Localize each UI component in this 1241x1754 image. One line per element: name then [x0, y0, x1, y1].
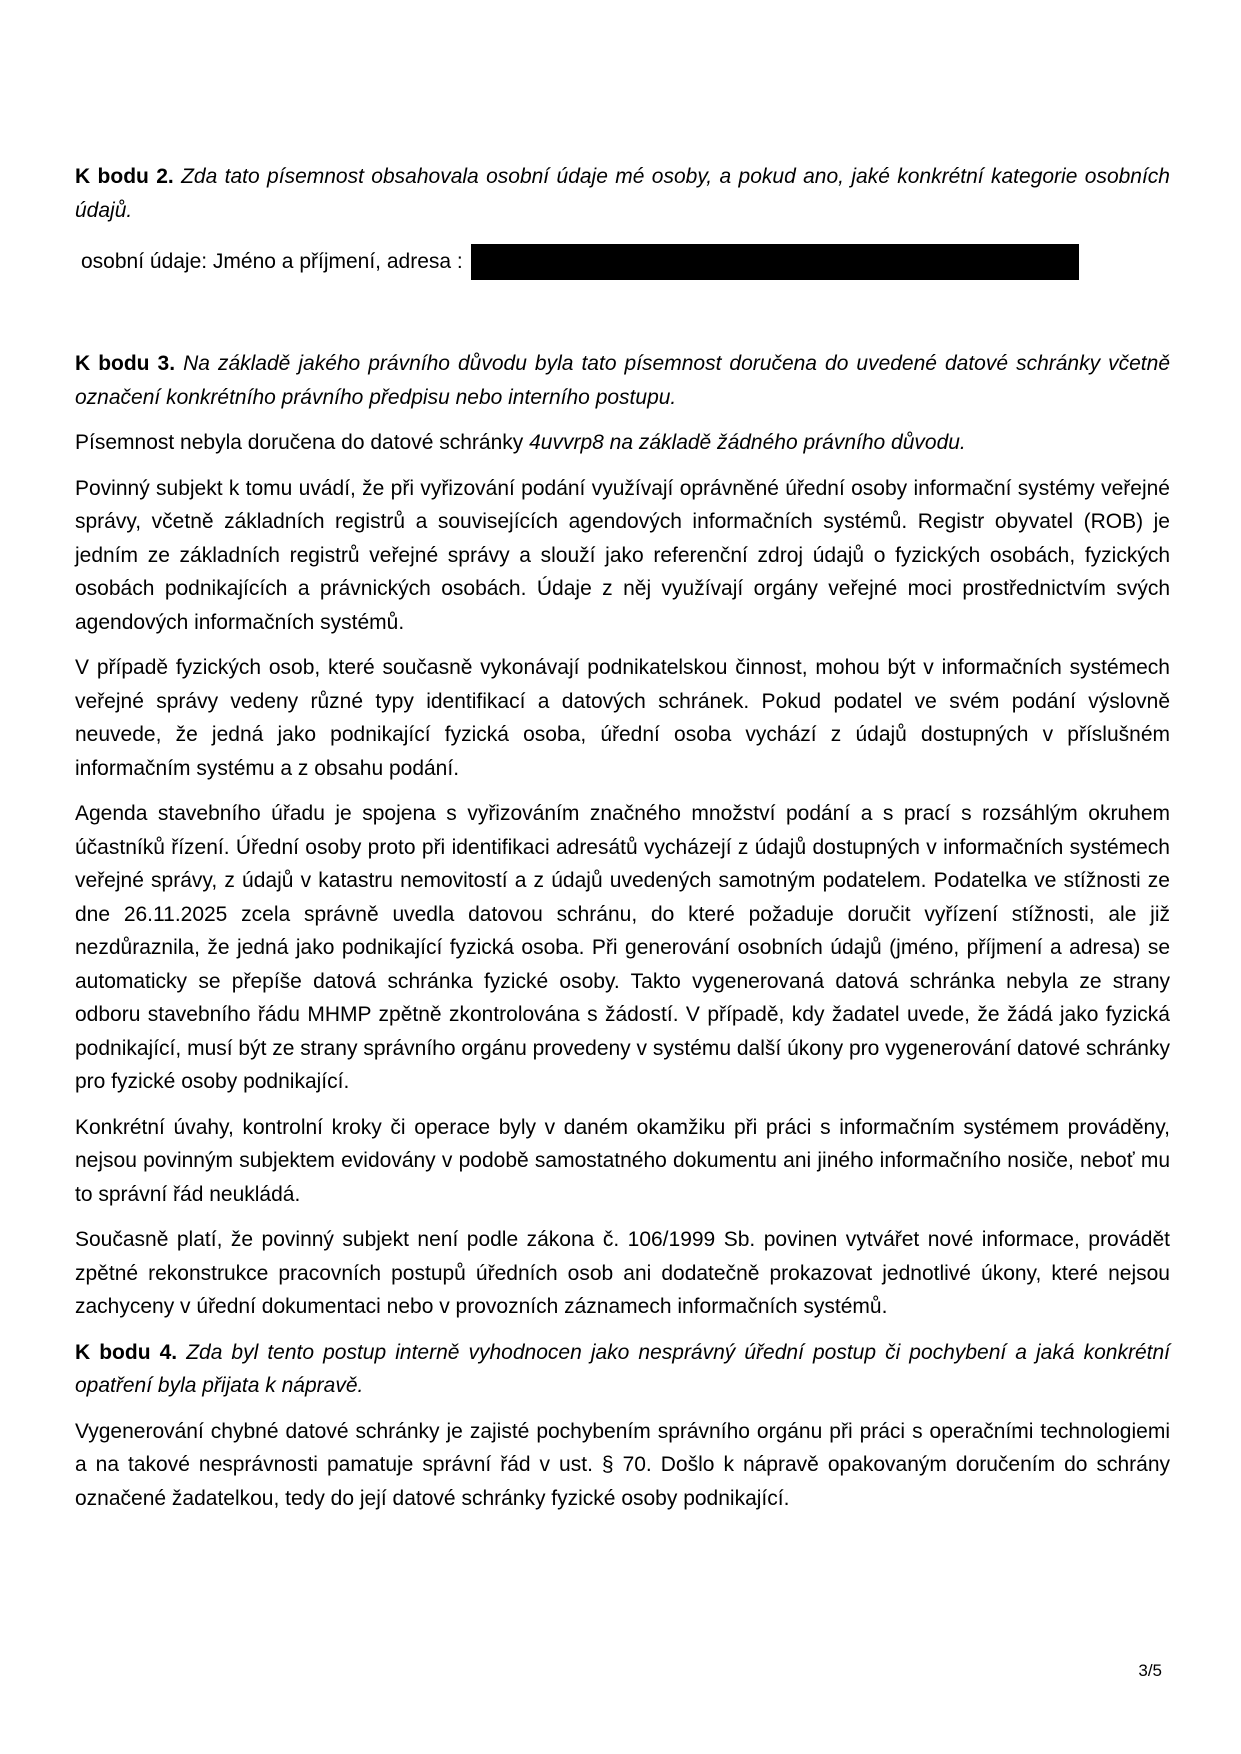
- section-3-paragraph: Současně platí, že povinný subjekt není podle zákona č. 106/1999 Sb. povinen vytvářet nové informace, provádět zpětné rekonstrukce pracovních postupů úředních osob ani dodatečně prokazovat jednotlivé úkony, které nejsou zachyceny v úřední dokumentaci nebo v provozních záznamech informačních systémů.: [75, 1228, 1170, 1318]
- section-4-answer: Vygenerování chybné datové schránky je zajisté pochybením správního orgánu při práci s operačními technologiemi a na takové nesprávnosti pamatuje správní řád v ust. § 70. Došlo k nápravě opakovaným doručením do schrány označené žadatelkou, tedy do její datové schránky fyzické osoby podnikající.: [75, 1419, 1170, 1510]
- redaction-block: [471, 244, 1079, 280]
- personal-data-line: [75, 243, 1170, 281]
- section-3-answer: [75, 426, 1170, 460]
- section-3-question: [75, 347, 1170, 414]
- section-3-paragraph: Agenda stavebního úřadu je spojena s vyřizováním značného množství podání a s prací s rozsáhlým okruhem účastníků řízení. Úřední osoby proto při identifikaci adresátů vycházejí z údajů dostupných v informačních systémech veřejné správy, z údajů v katastru nemovitostí a z údajů uvedených samotným podatelem. Podatelka ve stížnosti ze dne 26.11.2025 zcela správně uvedla datovou schránu, do které požaduje doručit vyřízení stížnosti, ale již nezdůraznila, že jedná jako podnikající fyzická osoba. Při generování osobních údajů (jméno, příjmení a adresa) se automaticky se přepíše datová schránka fyzické osoby. Takto vygenerovaná datová schránka nebyla ze strany odboru stavebního řádu MHMP zpětně zkontrolována s žádostí. V případě, kdy žadatel uvede, že žádá jako fyzická podnikající, musí být ze strany správního orgánu provedeny v systému další úkony pro vygenerování datové schránky pro fyzické osoby podnikající.: [75, 802, 1170, 1093]
- section-3-answer-lead: Písemnost nebyla doručena do datové schránky: [75, 431, 530, 454]
- section-3-answer-italic: 4uvvrp8 na základě žádného právního důvodu.: [529, 431, 966, 454]
- page-number: 3/5: [1138, 1661, 1162, 1680]
- section-3-paragraph: V případě fyzických osob, které současně vykonávají podnikatelskou činnost, mohou být v informačních systémech veřejné správy vedeny různé typy identifikací a datových schránek. Pokud podatel ve svém podání výslovně neuvede, že jedná jako podnikající fyzická osoba, úřední osoba vychází z údajů dostupných v příslušném informačním systému a z obsahu podání.: [75, 656, 1170, 780]
- section-2-question-text: Zda tato písemnost obsahovala osobní údaje mé osoby, a pokud ano, jaké konkrétní kategorie osobních údajů.: [75, 165, 1170, 222]
- section-4-heading: K bodu 4.: [75, 1340, 178, 1364]
- section-4-question-text: Zda byl tento postup interně vyhodnocen jako nesprávný úřední postup či pochybení a jaká konkrétní opatření byla přijata k nápravě.: [75, 1340, 1170, 1397]
- personal-data-label: osobní údaje: Jméno a příjmení, adresa :: [81, 250, 463, 274]
- section-3-heading: K bodu 3.: [75, 352, 176, 375]
- document-body: [75, 160, 1170, 1515]
- section-4-question: [75, 1336, 1170, 1403]
- section-2-heading: K bodu 2.: [75, 165, 174, 188]
- section-3-question-text: Na základě jakého právního důvodu byla tato písemnost doručena do uvedené datové schránky včetně označení konkrétního právního předpisu nebo interního postupu.: [75, 352, 1170, 409]
- section-2-question: [75, 160, 1170, 227]
- section-3-paragraph: Povinný subjekt k tomu uvádí, že při vyřizování podání využívají oprávněné úřední osoby informační systémy veřejné správy, včetně základních registrů a souvisejících agendových informačních systémů. Registr obyvatel (ROB) je jedním ze základních registrů veřejné správy a slouží jako referenční zdroj údajů o fyzických osobách, fyzických osobách podnikajících a právnických osobách. Údaje z něj využívají orgány veřejné moci prostřednictvím svých agendových informačních systémů.: [75, 476, 1170, 634]
- section-3-paragraph: Konkrétní úvahy, kontrolní kroky či operace byly v daném okamžiku při práci s informačním systémem prováděny, nejsou povinným subjektem evidovány v podobě samostatného dokumentu ani jiného informačního nosiče, neboť mu to správní řád neukládá.: [75, 1115, 1170, 1206]
